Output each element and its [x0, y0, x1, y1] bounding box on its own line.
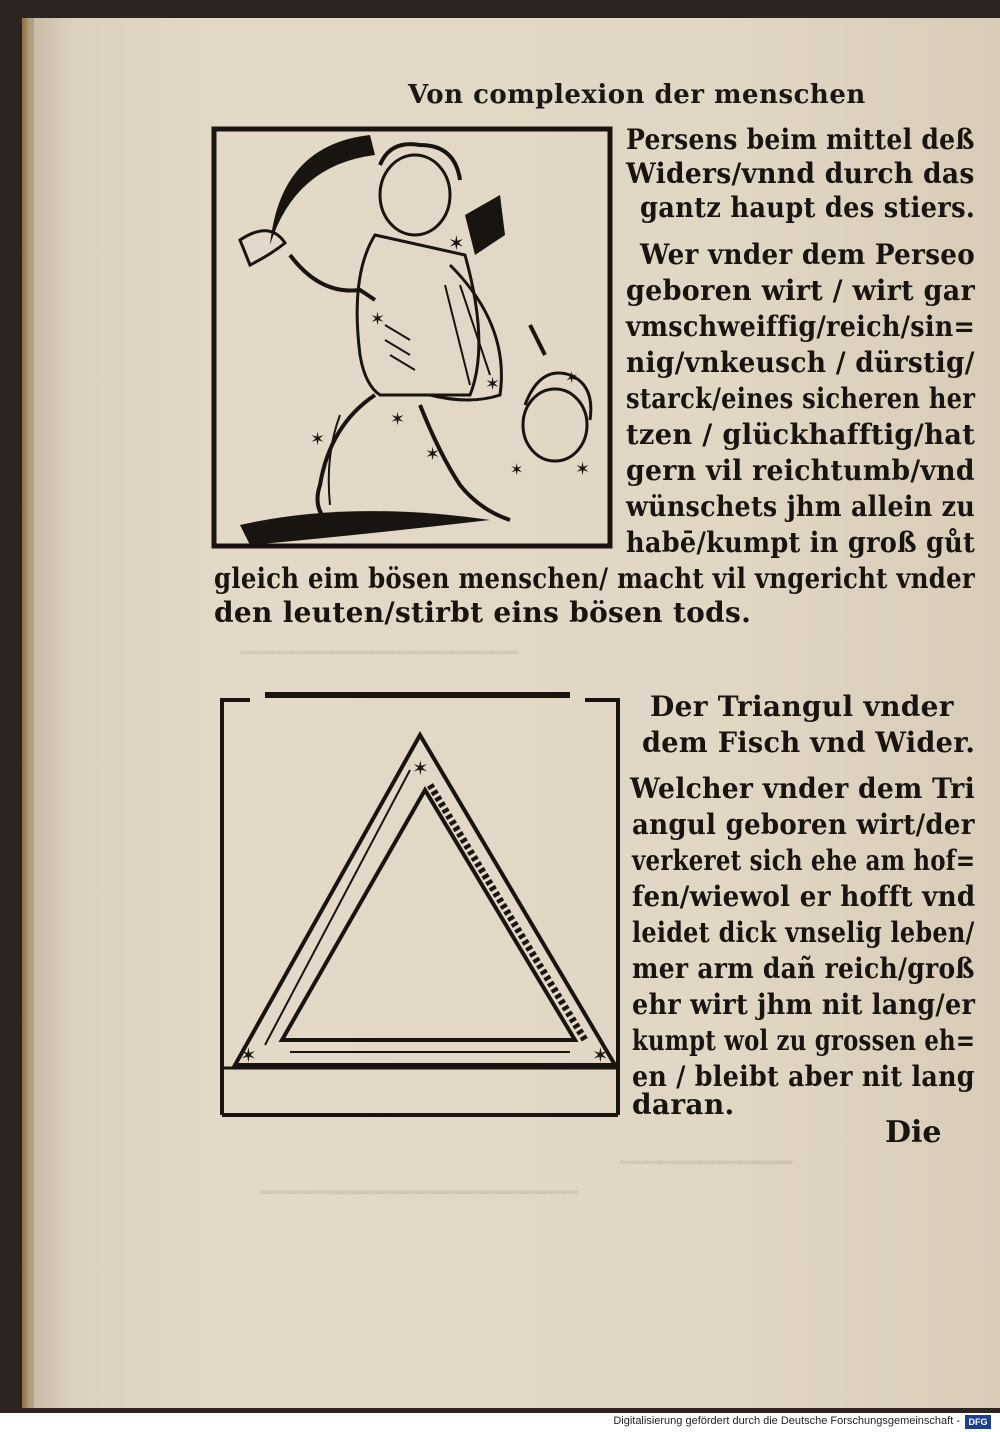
svg-text:✶: ✶	[370, 309, 386, 330]
text-line: fen/wiewol er hofft vnd	[632, 880, 976, 913]
text-line: Wer vnder dem Perseo	[640, 238, 975, 271]
text-line: wünschets jhm allein zu	[626, 490, 976, 523]
text-line: angul geboren wirt/der	[632, 808, 975, 841]
bleed-through: ━━━━━━━━━━━━━━━━━━━━━	[240, 640, 519, 666]
running-head: Von complexion der menschen	[408, 80, 866, 110]
bleed-through: ━━━━━━━━━━━━━━━━━━━━━━━━	[260, 1180, 578, 1206]
text-line: ehr wirt jhm nit lang/er	[632, 988, 976, 1021]
text-line: verkeret sich ehe am hof=	[632, 844, 976, 877]
dfg-credit-text: Digitalisierung gefördert durch die Deutsche Forschungsgemeinschaft -	[613, 1415, 960, 1427]
svg-text:✶: ✶	[448, 231, 465, 255]
svg-text:✶: ✶	[310, 429, 326, 450]
svg-text:✶: ✶	[510, 460, 524, 479]
triangle-woodcut-image	[220, 690, 620, 1120]
text-line: dem Fisch vnd Wider.	[642, 726, 976, 759]
text-line: Welcher vnder dem Tri	[630, 772, 975, 805]
dfg-logo: DFG	[965, 1415, 991, 1429]
text-line: Der Triangul vnder	[650, 690, 954, 723]
text-line: tzen / glückhafftig/hat	[626, 418, 976, 451]
bleed-through: ━━━━━━━━━━━━━	[620, 1150, 793, 1176]
text-line: mer arm dañ reich/groß	[632, 952, 975, 985]
svg-text:✶: ✶	[240, 1043, 257, 1067]
text-line: gern vil reichtumb/vnd	[626, 454, 975, 487]
text-line: habē/kumpt in groß gůt	[626, 526, 976, 559]
text-line: en / bleibt aber nit lang	[632, 1060, 975, 1093]
svg-text:✶: ✶	[412, 756, 429, 780]
svg-text:✶: ✶	[390, 409, 406, 430]
text-line: Widers/vnnd durch das	[626, 157, 975, 190]
text-line: gantz haupt des stiers.	[640, 191, 976, 224]
perseus-woodcut-image	[210, 125, 614, 550]
svg-text:✶: ✶	[425, 444, 441, 465]
text-line: geboren wirt / wirt gar	[626, 274, 975, 307]
text-line: den leuten/stirbt eins bösen tods.	[214, 596, 752, 629]
text-line: starck/eines sicheren her	[626, 382, 976, 415]
text-line: Persens beim mittel deß	[626, 123, 975, 156]
text-line: kumpt wol zu grossen eh=	[632, 1024, 976, 1057]
svg-text:✶: ✶	[565, 368, 579, 387]
svg-text:✶: ✶	[575, 459, 591, 480]
svg-text:✶: ✶	[592, 1043, 609, 1067]
text-line: nig/vnkeusch / dürstig/	[626, 346, 975, 379]
catchword: Die	[885, 1115, 942, 1150]
text-line: vmschweiffig/reich/sin=	[626, 310, 976, 343]
svg-text:✶: ✶	[485, 374, 501, 395]
text-line: daran.	[632, 1088, 735, 1121]
text-line: gleich eim bösen menschen/ macht vil vngericht vnder	[214, 562, 976, 595]
text-line: leidet dick vnselig leben/	[632, 916, 975, 949]
